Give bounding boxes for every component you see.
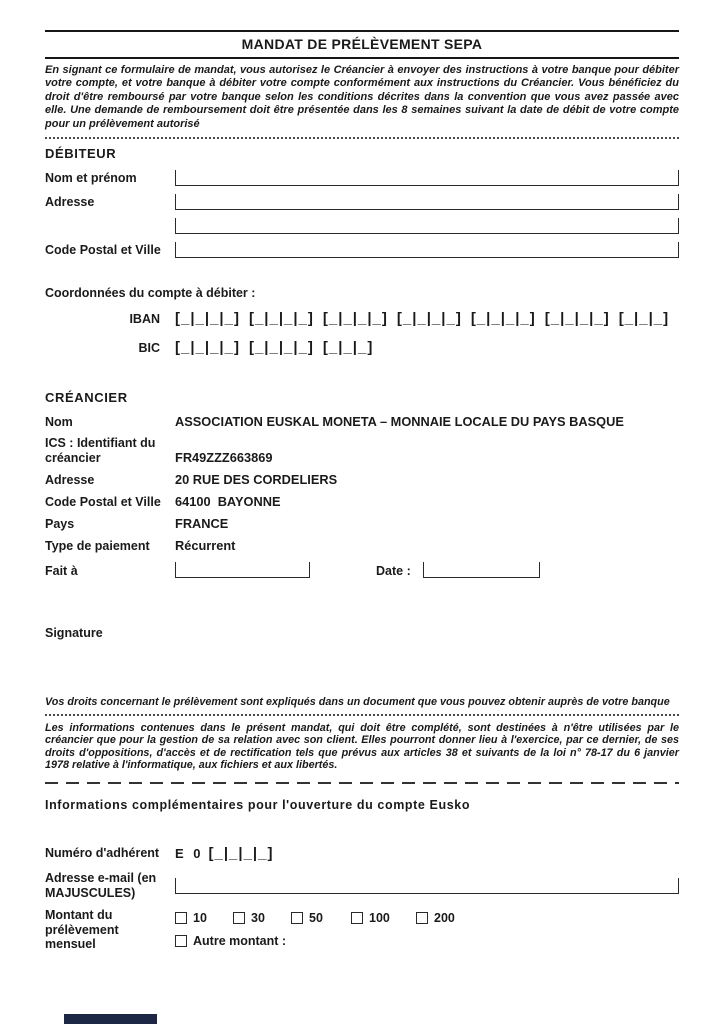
debtor-name-label: Nom et prénom: [45, 171, 137, 186]
signed-at-label: Fait à: [45, 563, 78, 578]
amount-option-label: 200: [434, 911, 455, 926]
email-field[interactable]: [175, 878, 679, 894]
debtor-address-field-1[interactable]: [175, 194, 679, 210]
member-number-label: Numéro d'adhérent: [45, 846, 160, 861]
bic-box-group[interactable]: [_|_|_|_]: [175, 339, 240, 357]
checkbox-icon[interactable]: [175, 912, 187, 924]
iban-box-group[interactable]: [_|_|_|_]: [322, 310, 388, 328]
email-label: [45, 871, 175, 900]
debtor-name-row: [45, 170, 679, 186]
bic-row: [45, 339, 679, 356]
account-section-heading: Coordonnées du compte à débiter :: [45, 286, 256, 301]
iban-box-group[interactable]: [_|_|_]: [618, 310, 670, 328]
legal-notice: Les informations contenues dans le présent mandat, qui doit être complété, sont destinées à n'être utilisées par le créancier que pour la gestion de sa relation avec son client. Elles pourront donner lieu à l'exercice, par ce dernier, de ses droits d'oppositions, d'accès et de rectification tels que prévus aux articles 38 et suivants de la loi n° 78-17 du 6 janvier 1978 relative à l'informatique, aux fichiers et aux libertés.: [45, 722, 679, 771]
creditor-zipcity-row: [45, 494, 679, 509]
rights-notice: Vos droits concernant le prélèvement sont expliqués dans un document que vous pouvez obtenir auprès de votre banque: [45, 696, 670, 709]
dashed-separator: [45, 782, 679, 784]
bic-label: BIC: [138, 340, 160, 355]
debtor-address-row-1: [45, 194, 679, 210]
creditor-ics-row: [45, 436, 679, 465]
iban-box-group[interactable]: [_|_|_|_]: [248, 310, 314, 328]
creditor-address-label: [45, 473, 175, 488]
bic-box-group[interactable]: [_|_|_]: [322, 339, 374, 357]
debtor-address-row-2: [45, 218, 679, 234]
monthly-amount-row: [45, 908, 679, 952]
date-field[interactable]: [423, 562, 540, 578]
date-label: Date :: [376, 564, 411, 579]
amount-options-line-2: [175, 934, 455, 948]
iban-box-group[interactable]: [_|_|_|_]: [544, 310, 610, 328]
payment-type-value: Récurrent: [175, 538, 236, 554]
creancier-heading: CRÉANCIER: [45, 390, 128, 406]
amount-options-line-1: [175, 911, 455, 925]
amount-option-100[interactable]: [351, 911, 416, 925]
iban-box-group[interactable]: [_|_|_|_]: [470, 310, 536, 328]
member-number-row: [45, 845, 679, 862]
creditor-zipcity-label: [45, 495, 175, 510]
amount-option-other[interactable]: [175, 934, 286, 948]
creditor-name-row: [45, 414, 679, 429]
label-line: Adresse: [45, 472, 95, 487]
amount-option-label: 10: [193, 911, 207, 926]
creditor-ics-label: [45, 436, 175, 465]
dotted-separator-top: [45, 137, 679, 139]
debtor-address-label: Adresse: [45, 195, 95, 210]
creditor-address-value: 20 RUE DES CORDELIERS: [175, 472, 338, 488]
creditor-name-value: ASSOCIATION EUSKAL MONETA – MONNAIE LOCALE DU PAYS BASQUE: [175, 414, 624, 430]
iban-box-group[interactable]: [_|_|_|_]: [396, 310, 462, 328]
signed-at-field[interactable]: [175, 562, 310, 578]
amount-option-label: 100: [369, 911, 390, 926]
label-line: Type de paiement: [45, 538, 150, 553]
monthly-amount-label: [45, 908, 175, 952]
signed-at-row: [45, 562, 679, 578]
label-line: ICS : Identifiant du: [45, 436, 156, 451]
label-line: prélèvement: [45, 922, 119, 937]
checkbox-icon[interactable]: [351, 912, 363, 924]
label-line: Code Postal et Ville: [45, 494, 161, 509]
email-row: [45, 871, 679, 900]
amount-option-50[interactable]: [291, 911, 351, 925]
iban-input[interactable]: [175, 310, 669, 327]
mandate-intro-paragraph: En signant ce formulaire de mandat, vous autorisez le Créancier à envoyer des instructions à votre banque pour débiter votre compte, et votre banque à débiter votre compte conformément aux instructions du Créancier. Vous bénéficiez du droit d'être remboursé par votre banque selon les conditions décrites dans la convention que vous avez passée avec elle. Une demande de remboursement doit être présentée dans les 8 semaines suivant la date de débit de votre compte pour un prélèvement autorisé: [45, 64, 679, 130]
iban-label: IBAN: [129, 311, 160, 326]
dotted-separator-middle: [45, 714, 679, 716]
amount-option-200[interactable]: [416, 911, 455, 925]
creditor-address-row: [45, 472, 679, 487]
signature-label: Signature: [45, 626, 103, 641]
creditor-ics-value: FR49ZZZ663869: [175, 450, 273, 466]
label-line: MAJUSCULES): [45, 885, 136, 900]
bic-box-group[interactable]: [_|_|_|_]: [248, 339, 314, 357]
checkbox-icon[interactable]: [233, 912, 245, 924]
creditor-name-label: [45, 415, 175, 430]
payment-type-row: [45, 538, 679, 553]
amount-options: [175, 908, 455, 948]
document-title: MANDAT DE PRÉLÈVEMENT SEPA: [241, 36, 483, 52]
iban-row: [45, 310, 679, 327]
amount-option-10[interactable]: [175, 911, 233, 925]
debtor-zipcity-field[interactable]: [175, 242, 679, 258]
title-band: [45, 30, 679, 59]
bottom-navy-bar: [64, 1014, 157, 1024]
member-number-input[interactable]: [_|_|_|_]: [208, 845, 274, 863]
other-amount-label: Autre montant :: [193, 934, 287, 949]
creditor-country-row: [45, 516, 679, 531]
iban-box-group[interactable]: [_|_|_|_]: [175, 310, 240, 328]
amount-option-label: 50: [309, 911, 323, 926]
bic-input[interactable]: [175, 339, 373, 356]
label-line: mensuel: [45, 937, 96, 952]
label-line: Adresse e-mail (en: [45, 871, 157, 886]
debiteur-heading: DÉBITEUR: [45, 146, 117, 162]
checkbox-icon[interactable]: [291, 912, 303, 924]
debtor-zipcity-label: Code Postal et Ville: [45, 243, 161, 258]
label-line: Pays: [45, 516, 75, 531]
label-line: Montant du: [45, 908, 113, 923]
label-line: Nom: [45, 414, 73, 429]
creditor-country-value: FRANCE: [175, 516, 229, 532]
checkbox-icon[interactable]: [416, 912, 428, 924]
creditor-country-label: [45, 517, 175, 532]
debtor-zipcity-row: [45, 242, 679, 258]
amount-option-30[interactable]: [233, 911, 291, 925]
debtor-address-field-2[interactable]: [175, 218, 679, 234]
payment-type-label: [45, 539, 175, 554]
checkbox-icon[interactable]: [175, 935, 187, 947]
creditor-zipcity-value: 64100 BAYONNE: [175, 494, 281, 510]
label-line: créancier: [45, 450, 101, 465]
complementary-heading: Informations complémentaires pour l'ouverture du compte Eusko: [45, 798, 471, 813]
member-number-prefix: E 0: [175, 846, 204, 862]
debtor-name-field[interactable]: [175, 170, 679, 186]
amount-option-label: 30: [251, 911, 265, 926]
